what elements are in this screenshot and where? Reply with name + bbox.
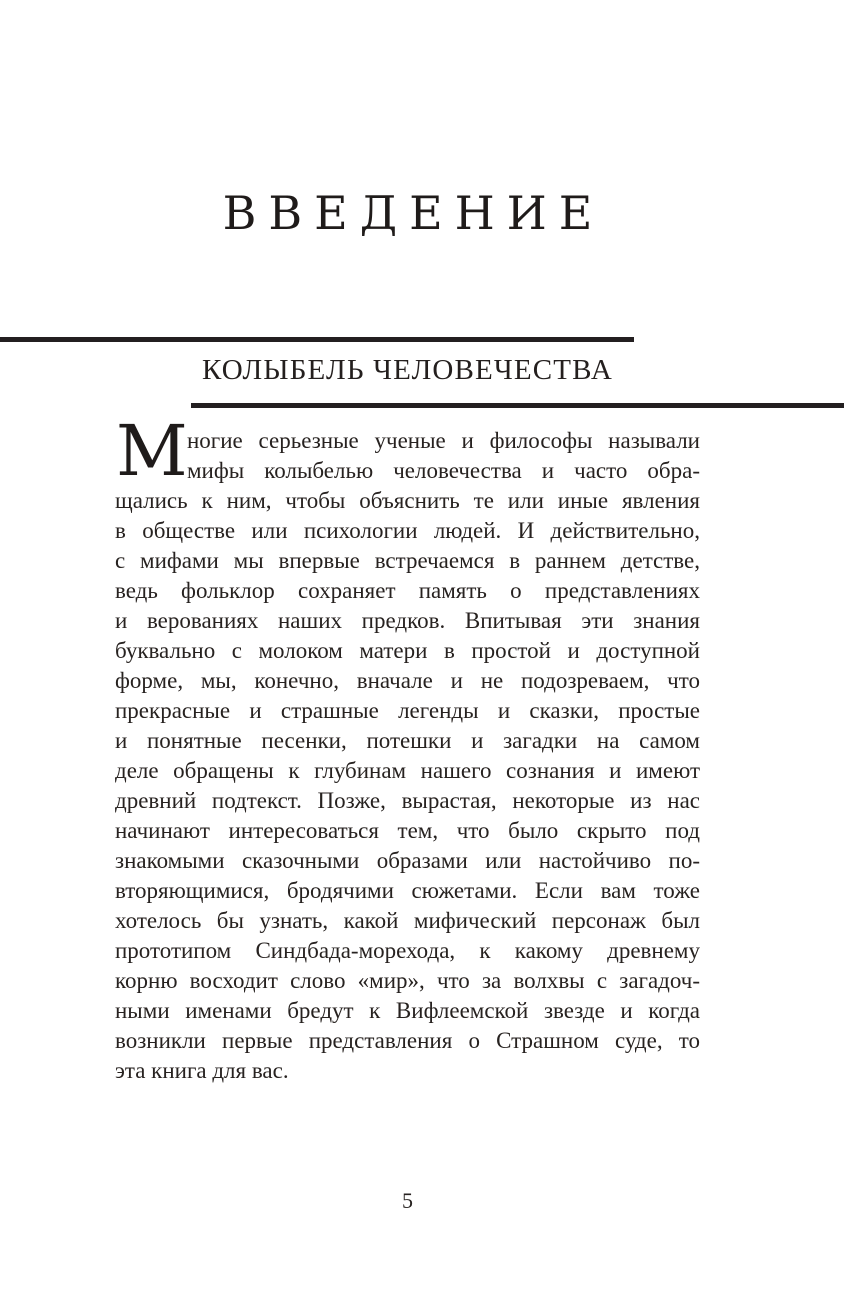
decorative-rule-top — [0, 337, 634, 342]
body-line: в обществе или психологии людей. И действительно, — [115, 518, 700, 543]
body-text — [115, 410, 700, 1086]
body-line: и верованиях наших предков. Впитывая эти знания — [115, 608, 700, 633]
chapter-title: ВВЕДЕНИЕ — [222, 186, 605, 240]
body-line: прекрасные и страшные легенды и сказки, простые — [115, 698, 700, 723]
body-line: прототипом Синдбада-морехода, к какому древнему — [115, 938, 700, 963]
body-line: хотелось бы узнать, какой мифический персонаж был — [115, 908, 700, 933]
body-line: эта книга для вас. — [115, 1058, 289, 1083]
body-line: начинают интересоваться тем, что было скрыто под — [115, 818, 700, 843]
body-line: буквально с молоком матери в простой и доступной — [115, 638, 700, 663]
body-line: ными именами бредут к Вифлеемской звезде и когда — [115, 998, 700, 1023]
body-line: древний подтекст. Позже, вырастая, некоторые из нас — [115, 788, 700, 813]
body-line: ногие серьезные ученые и философы называли — [187, 428, 700, 453]
body-line: возникли первые представления о Страшном суде, то — [115, 1028, 700, 1053]
body-line: вторяющимися, бродячими сюжетами. Если вам тоже — [115, 878, 700, 903]
body-line: мифы колыбелью человечества и часто обра- — [187, 458, 700, 483]
body-line: ведь фольклор сохраняет память о представлениях — [115, 578, 700, 603]
drop-cap: М — [116, 410, 188, 492]
body-line: знакомыми сказочными образами или настойчиво по- — [115, 848, 700, 873]
body-line: щались к ним, чтобы объяснить те или иные явления — [115, 488, 700, 513]
body-line: деле обращены к глубинам нашего сознания и имеют — [115, 758, 700, 783]
body-line: и понятные песенки, потешки и загадки на самом — [115, 728, 700, 753]
body-line: с мифами мы впервые встречаемся в раннем детстве, — [115, 548, 700, 573]
decorative-rule-bottom — [191, 403, 844, 408]
section-heading: КОЛЫБЕЛЬ ЧЕЛОВЕЧЕСТВА — [202, 354, 613, 386]
body-line: корню восходит слово «мир», что за волхвы с загадоч- — [115, 968, 700, 993]
page-number: 5 — [402, 1188, 413, 1213]
body-line: форме, мы, конечно, вначале и не подозреваем, что — [115, 668, 700, 693]
